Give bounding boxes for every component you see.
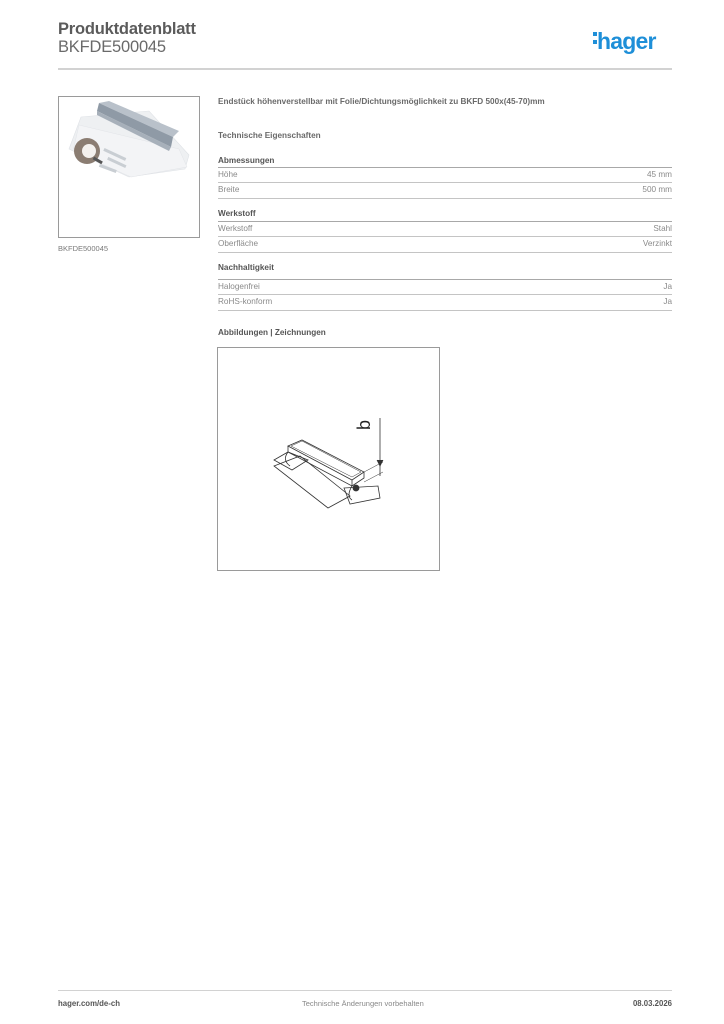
spec-label: Oberfläche [218, 239, 259, 248]
footer-date: 08.03.2026 [632, 999, 672, 1008]
photo-caption: BKFDE500045 [58, 244, 109, 253]
logo-colon-icon [593, 29, 597, 48]
spec-row-halogen-free [218, 279, 672, 295]
spec-row-width [218, 182, 672, 199]
spec-label: Halogenfrei [218, 282, 260, 291]
spec-label: Höhe [218, 170, 238, 179]
spec-label: RoHS-konform [218, 297, 273, 306]
dimension-label: b [354, 419, 374, 430]
header-divider [58, 68, 672, 70]
footer-disclaimer: Technische Änderungen vorbehalten [302, 999, 424, 1008]
spec-row-rohs [218, 294, 672, 311]
section-title-sustainability: Nachhaltigkeit [218, 263, 274, 272]
document-title: Produktdatenblatt [58, 20, 196, 38]
section-title-material: Werkstoff [218, 209, 256, 218]
spec-value: Verzinkt [642, 239, 672, 248]
spec-label: Breite [218, 185, 240, 194]
spec-row-height [218, 167, 672, 183]
website-link[interactable]: hager.com/de-ch [58, 999, 120, 1008]
product-photo [58, 96, 200, 238]
spec-value: 500 mm [642, 185, 672, 194]
product-description: Endstück höhenverstellbar mit Folie/Dichtungsmöglichkeit zu BKFD 500x(45-70)mm [218, 97, 545, 106]
technical-properties-title: Technische Eigenschaften [218, 131, 321, 140]
footer-divider [58, 990, 672, 991]
spec-value: 45 mm [646, 170, 672, 179]
spec-value: Ja [663, 297, 672, 306]
section-title-dimensions: Abmessungen [218, 156, 275, 165]
hager-logo [593, 28, 656, 55]
end-piece-drawing-icon [218, 348, 439, 570]
logo-text: hager [597, 28, 656, 54]
product-code: BKFDE500045 [58, 38, 166, 56]
spec-row-material [218, 221, 672, 237]
spec-row-surface [218, 236, 672, 253]
spec-value: Ja [663, 282, 672, 291]
product-image-icon [59, 97, 199, 237]
spec-value: Stahl [653, 224, 672, 233]
technical-drawing [217, 347, 440, 571]
figures-title: Abbildungen | Zeichnungen [218, 328, 326, 337]
spec-label: Werkstoff [218, 224, 253, 233]
